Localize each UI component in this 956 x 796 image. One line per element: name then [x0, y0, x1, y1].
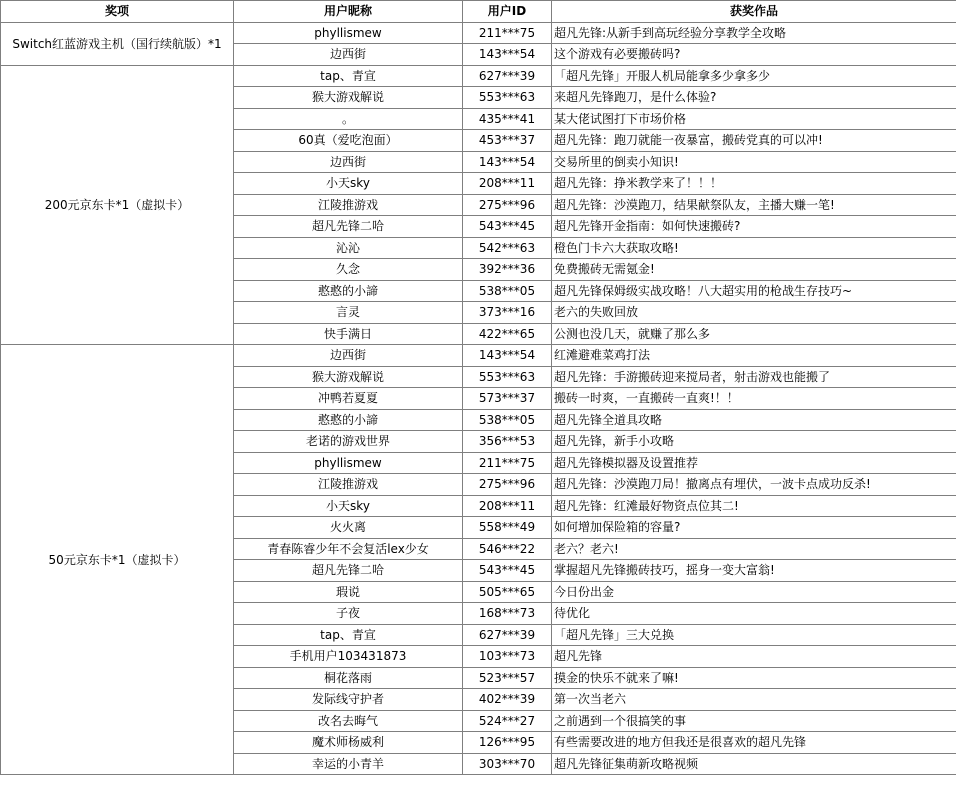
winning-work-cell: 橙色门卡六大获取攻略!: [552, 237, 956, 259]
nickname-cell: phyllismew: [234, 452, 463, 474]
winning-work-cell: 掌握超凡先锋搬砖技巧，摇身一变大富翁!: [552, 560, 956, 582]
winning-work-cell: 超凡先锋，新手小攻略: [552, 431, 956, 453]
nickname-cell: 久念: [234, 259, 463, 281]
winning-work-cell: 「超凡先锋」三大兑换: [552, 624, 956, 646]
nickname-cell: tap、青宣: [234, 624, 463, 646]
winning-work-cell: 超凡先锋全道具攻略: [552, 409, 956, 431]
nickname-cell: 超凡先锋二哈: [234, 216, 463, 238]
nickname-cell: 冲鸭若夏夏: [234, 388, 463, 410]
winning-work-cell: 超凡先锋征集萌新攻略视频: [552, 753, 956, 775]
winning-work-cell: 免费搬砖无需氪金!: [552, 259, 956, 281]
nickname-cell: 手机用户103431873: [234, 646, 463, 668]
winning-work-cell: 某大佬试图打下市场价格: [552, 108, 956, 130]
nickname-cell: 瑕说: [234, 581, 463, 603]
winning-work-cell: 超凡先锋保姆级实战攻略！八大超实用的枪战生存技巧~: [552, 280, 956, 302]
winning-work-cell: 老六？老六!: [552, 538, 956, 560]
header-award: 奖项: [1, 1, 234, 23]
winning-work-cell: 超凡先锋：红滩最好物资点位其二!: [552, 495, 956, 517]
nickname-cell: 猴大游戏解说: [234, 87, 463, 109]
winning-work-cell: 来超凡先锋跑刀，是什么体验?: [552, 87, 956, 109]
nickname-cell: 江陵推游戏: [234, 194, 463, 216]
nickname-cell: 改名去晦气: [234, 710, 463, 732]
nickname-cell: 小天sky: [234, 173, 463, 195]
winning-work-cell: 超凡先锋：挣米教学来了！！！: [552, 173, 956, 195]
nickname-cell: 超凡先锋二哈: [234, 560, 463, 582]
user-id-cell: 211***75: [463, 452, 552, 474]
nickname-cell: 边西街: [234, 345, 463, 367]
user-id-cell: 402***39: [463, 689, 552, 711]
nickname-cell: 老诺的游戏世界: [234, 431, 463, 453]
winning-work-cell: 超凡先锋开金指南：如何快速搬砖?: [552, 216, 956, 238]
award-cell: 200元京东卡*1（虚拟卡）: [1, 65, 234, 345]
winning-work-cell: 超凡先锋：沙漠跑刀局！撤离点有埋伏，一波卡点成功反杀!: [552, 474, 956, 496]
award-cell: 50元京东卡*1（虚拟卡）: [1, 345, 234, 775]
user-id-cell: 435***41: [463, 108, 552, 130]
nickname-cell: 。: [234, 108, 463, 130]
winning-work-cell: 摸金的快乐不就来了嘛!: [552, 667, 956, 689]
user-id-cell: 558***49: [463, 517, 552, 539]
winning-work-cell: 搬砖一时爽，一直搬砖一直爽!！！: [552, 388, 956, 410]
user-id-cell: 211***75: [463, 22, 552, 44]
user-id-cell: 143***54: [463, 44, 552, 66]
winning-work-cell: 老六的失败回放: [552, 302, 956, 324]
nickname-cell: 桐花落雨: [234, 667, 463, 689]
user-id-cell: 126***95: [463, 732, 552, 754]
user-id-cell: 627***39: [463, 624, 552, 646]
user-id-cell: 553***63: [463, 87, 552, 109]
nickname-cell: 言灵: [234, 302, 463, 324]
header-nickname: 用户昵称: [234, 1, 463, 23]
nickname-cell: 子夜: [234, 603, 463, 625]
user-id-cell: 373***16: [463, 302, 552, 324]
winning-work-cell: 超凡先锋: [552, 646, 956, 668]
user-id-cell: 553***63: [463, 366, 552, 388]
user-id-cell: 208***11: [463, 173, 552, 195]
nickname-cell: 快手满日: [234, 323, 463, 345]
user-id-cell: 103***73: [463, 646, 552, 668]
winning-work-cell: 超凡先锋:从新手到高玩经验分享教学全攻略: [552, 22, 956, 44]
nickname-cell: 幸运的小青羊: [234, 753, 463, 775]
nickname-cell: 憨憨的小諦: [234, 280, 463, 302]
winning-work-cell: 超凡先锋：沙漠跑刀，结果献祭队友，主播大赚一笔!: [552, 194, 956, 216]
user-id-cell: 453***37: [463, 130, 552, 152]
user-id-cell: 303***70: [463, 753, 552, 775]
header-row: [1, 1, 956, 23]
winning-work-cell: 超凡先锋：跑刀就能一夜暴富，搬砖党真的可以冲!: [552, 130, 956, 152]
user-id-cell: 143***54: [463, 345, 552, 367]
nickname-cell: tap、青宣: [234, 65, 463, 87]
user-id-cell: 392***36: [463, 259, 552, 281]
winning-work-cell: 超凡先锋模拟器及设置推荐: [552, 452, 956, 474]
user-id-cell: 208***11: [463, 495, 552, 517]
user-id-cell: 505***65: [463, 581, 552, 603]
user-id-cell: 627***39: [463, 65, 552, 87]
user-id-cell: 275***96: [463, 474, 552, 496]
user-id-cell: 422***65: [463, 323, 552, 345]
table-row: [1, 65, 956, 87]
winning-work-cell: 公测也没几天，就赚了那么多: [552, 323, 956, 345]
nickname-cell: 憨憨的小諦: [234, 409, 463, 431]
winning-work-cell: 之前遇到一个很搞笑的事: [552, 710, 956, 732]
nickname-cell: 小天sky: [234, 495, 463, 517]
header-user-id: 用户ID: [463, 1, 552, 23]
user-id-cell: 143***54: [463, 151, 552, 173]
winning-work-cell: 待优化: [552, 603, 956, 625]
winning-work-cell: 有些需要改进的地方但我还是很喜欢的超凡先锋: [552, 732, 956, 754]
nickname-cell: 魔术师杨威利: [234, 732, 463, 754]
user-id-cell: 356***53: [463, 431, 552, 453]
nickname-cell: 火火离: [234, 517, 463, 539]
nickname-cell: 沁沁: [234, 237, 463, 259]
header-winning-work: 获奖作品: [552, 1, 956, 23]
winning-work-cell: 交易所里的倒卖小知识!: [552, 151, 956, 173]
winning-work-cell: 「超凡先锋」开服人机局能拿多少拿多少: [552, 65, 956, 87]
user-id-cell: 538***05: [463, 280, 552, 302]
nickname-cell: 边西街: [234, 44, 463, 66]
winning-work-cell: 如何增加保险箱的容量?: [552, 517, 956, 539]
user-id-cell: 523***57: [463, 667, 552, 689]
user-id-cell: 543***45: [463, 216, 552, 238]
winning-work-cell: 今日份出金: [552, 581, 956, 603]
user-id-cell: 546***22: [463, 538, 552, 560]
table-row: [1, 345, 956, 367]
award-cell: Switch红蓝游戏主机（国行续航版）*1: [1, 22, 234, 65]
user-id-cell: 542***63: [463, 237, 552, 259]
user-id-cell: 543***45: [463, 560, 552, 582]
winning-work-cell: 这个游戏有必要搬砖吗?: [552, 44, 956, 66]
table-body: [1, 22, 956, 775]
nickname-cell: 发际线守护者: [234, 689, 463, 711]
nickname-cell: phyllismew: [234, 22, 463, 44]
user-id-cell: 524***27: [463, 710, 552, 732]
user-id-cell: 275***96: [463, 194, 552, 216]
nickname-cell: 60真（爱吃泡面）: [234, 130, 463, 152]
winning-work-cell: 超凡先锋：手游搬砖迎来搅局者，射击游戏也能搬了: [552, 366, 956, 388]
winning-work-cell: 红滩避难菜鸡打法: [552, 345, 956, 367]
nickname-cell: 江陵推游戏: [234, 474, 463, 496]
user-id-cell: 168***73: [463, 603, 552, 625]
nickname-cell: 猴大游戏解说: [234, 366, 463, 388]
user-id-cell: 538***05: [463, 409, 552, 431]
user-id-cell: 573***37: [463, 388, 552, 410]
nickname-cell: 青春陈睿少年不会复活lex少女: [234, 538, 463, 560]
winning-work-cell: 第一次当老六: [552, 689, 956, 711]
table-row: [1, 22, 956, 44]
nickname-cell: 边西街: [234, 151, 463, 173]
